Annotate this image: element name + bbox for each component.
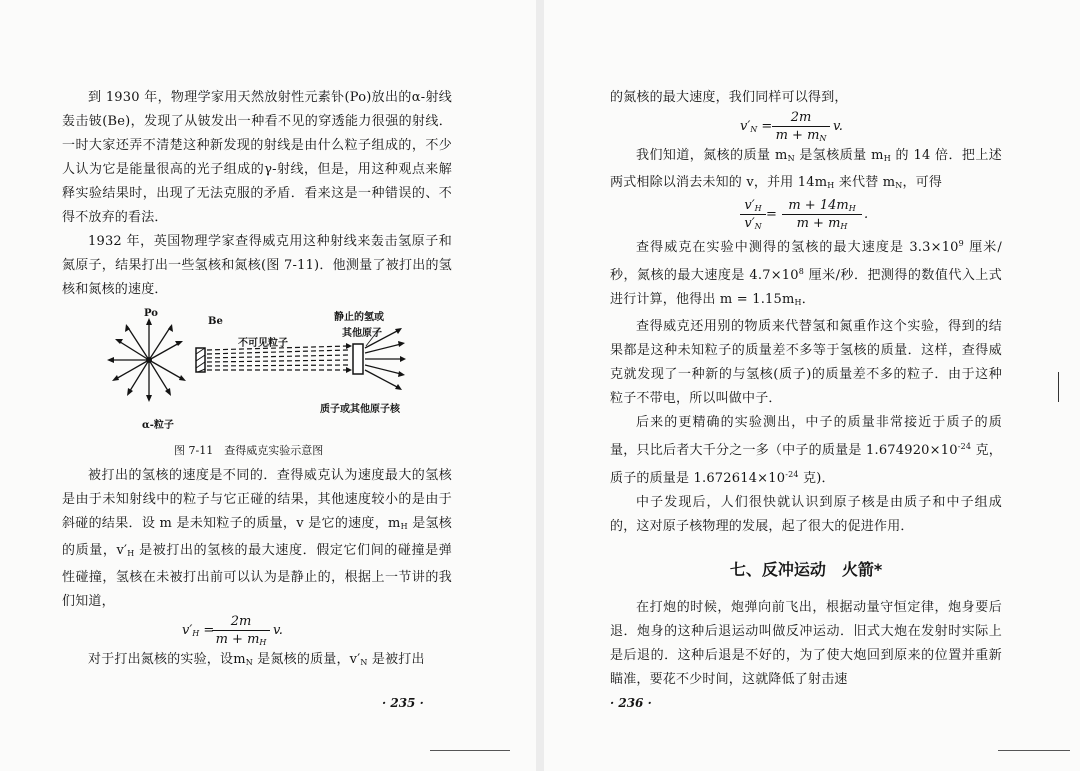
label-po: Po	[144, 308, 158, 319]
left-paragraph-1: 到 1930 年，物理学家用天然放射性元素钋(Po)放出的α-射线轰击铍(Be)，发现了从铍发出一种看不见的穿透能力很强的射线．一时大家还弄不清楚这种新发现的射线是由什么粒子组成的，不少人认为它是能量很高的光子组成的γ-射线，但是，用这种观点来解释实验结果时，出现了无法克服的矛盾．看来这是一种错误的、不得不放弃的看法．	[62, 90, 452, 225]
label-target-1: 静止的氢或	[334, 312, 384, 323]
invisible-particle-beam	[207, 346, 348, 370]
right-column	[610, 86, 1002, 692]
right-page-edge-mark	[998, 750, 1070, 751]
left-page	[0, 0, 536, 771]
right-page	[544, 0, 1080, 771]
left-page-edge-mark	[430, 750, 510, 751]
polonium-source	[146, 357, 152, 363]
label-invisible-particle: 不可见粒子	[238, 338, 288, 349]
book-gutter	[536, 0, 544, 771]
label-target-2: 其他原子	[342, 328, 382, 339]
label-alpha-particle: α-粒子	[142, 420, 174, 431]
right-paragraph-3: 查得威克在实验中测得的氢核的最大速度是 $3.3\times 10^9$ 厘米/秒，氮核的最大速度是 $4.7\times 10^8$ 厘米/秒．把测得的数值代入上式进行计算，他得出 $m = 1.15m_H$．	[610, 239, 1002, 307]
figure-drawing	[62, 304, 452, 444]
left-paragraph-3: 被打出的氢核的速度是不同的．查得威克认为速度最大的氢核是由于未知射线中的粒子与它正碰的结果，其他速度较小的是由于斜碰的结果．设 m 是未知粒子的质量，v 是它的速度，$m_H$ 是氢核的质量，$v'_H$ 是被打出的氢核的最大速度．假定它们间的碰撞是弹性碰撞，氢核在未被打出前可以认为是静止的，根据上一节讲的我们知道，	[62, 468, 453, 609]
right-paragraph-6: 中子发现后，人们很快就认识到原子核是由质子和中子组成的，这对原子核物理的发展，起了很大的促进作用．	[610, 495, 1002, 534]
label-ejected-nuclei: 质子或其他原子核	[320, 404, 400, 415]
right-paragraph-2: 我们知道，氮核的质量 $m_N$ 是氢核质量 $m_H$ 的 14 倍．把上述两式相除以消去未知的 v，并用 $14m_H$ 来代替 $m_N$，可得	[610, 148, 1002, 190]
right-page-margin-mark	[1058, 372, 1059, 402]
right-paragraph-5: 后来的更精确的实验测出，中子的质量非常接近于质子的质量，只比后者大千分之一多（中子的质量是 $1.674920\times 10^{-24}$ 克，质子的质量是 $1.672614\times 10^{-24}$ 克)．	[610, 415, 1003, 486]
right-paragraph-1: 的氮核的最大速度，我们同样可以得到，	[610, 90, 848, 105]
label-be: Be	[208, 316, 223, 327]
left-column	[62, 86, 452, 675]
right-page-number: · 236 ·	[610, 696, 652, 710]
target-block	[353, 344, 363, 374]
beam-arrowheads	[346, 343, 352, 373]
formula-hydrogen-velocity: $v'_H$ = 2m $m + m_H$ v.	[182, 614, 283, 647]
chadwick-experiment-figure	[62, 304, 452, 464]
formula-velocity-ratio: $v'_H$ $v'_N$ = $m + 14m_H$ $m + m_H$ .	[610, 198, 1002, 232]
figure-caption: 图 7-11 查得威克实验示意图	[174, 444, 324, 457]
right-paragraph-4: 查得威克还用别的物质来代替氢和氮重作这个实验，得到的结果都是这种未知粒子的质量差不多等于氢核的质量．这样，查得威克就发现了一种新的与氢核(质子)的质量差不多的粒子．由于这种粒子不带电，所以叫做中子．	[610, 319, 1002, 406]
left-paragraph-4: 对于打出氮核的实验，设$m_N$ 是氮核的质量，$v'_N$ 是被打出	[88, 652, 425, 667]
formula-nitrogen-velocity: $v'_N$ = 2m $m + m_N$ v.	[740, 110, 843, 143]
left-paragraph-2: 1932 年，英国物理学家查得威克用这种射线来轰击氢原子和氮原子，结果打出一些氢核和氮核(图 7-11)．他测量了被打出的氢核和氮核的速度．	[62, 234, 452, 297]
left-page-number: · 235 ·	[382, 696, 424, 710]
right-paragraph-7: 在打炮的时候，炮弹向前飞出，根据动量守恒定律，炮身要后退．炮身的这种后退运动叫做反冲运动．旧式大炮在发射时实际上是后退的．这种后退是不好的，为了使大炮回到原来的位置并重新瞄准，要花不少时间，这就降低了射击速	[610, 600, 1002, 687]
section-heading: 七、反冲运动 火箭*	[729, 560, 883, 579]
